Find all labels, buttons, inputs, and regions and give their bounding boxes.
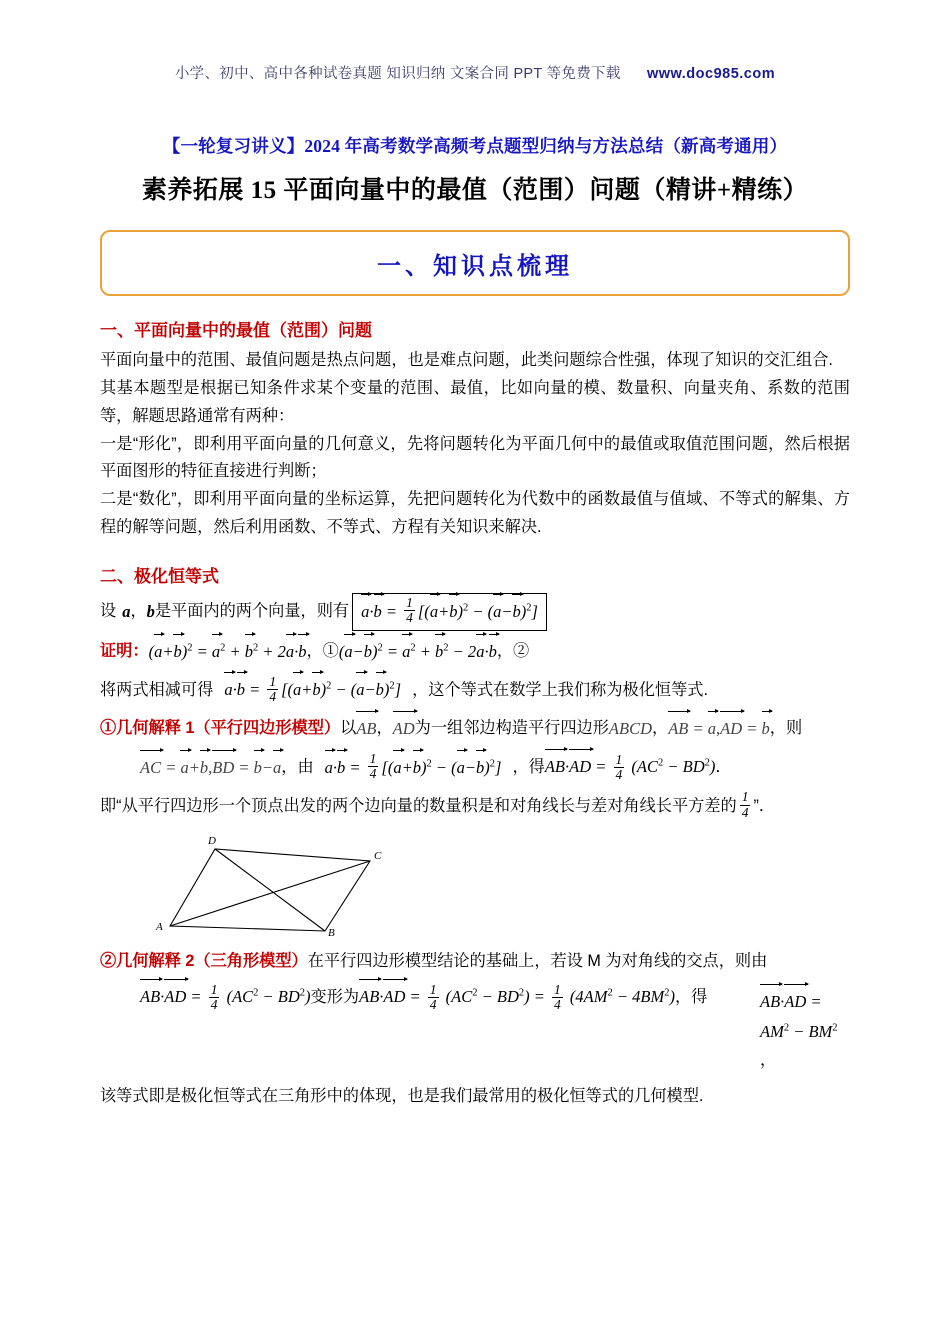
geo1-comma-2: ， <box>652 719 669 738</box>
geo1-parallelogram: ABCD <box>608 719 653 739</box>
polarization-identity-repeat: a · b = $\frac{1}{4}$ $[(a+b)^2 - (a-b)^2]$ <box>224 673 402 704</box>
document-subtitle: 【一轮复习讲义】2024 年高考数学高频考点题型归纳与方法总结（新高考通用） <box>162 136 788 156</box>
geo1-conclusion <box>100 791 850 820</box>
geo1-label: ①几何解释 1（平行四边形模型） <box>100 719 341 738</box>
vector-a-label: a <box>122 602 131 622</box>
geo1-line <box>100 714 850 744</box>
definition-suffix: 是平面内的两个向量，则有 <box>154 602 350 621</box>
section-heading-box <box>100 230 850 296</box>
geo1-line-2 <box>100 750 850 786</box>
polarization-identity-formula: a · b = $\frac{1}{4}$ $[(a+b)^2 - (a-b)^2]$ <box>352 593 547 631</box>
geo1-then: ，得 <box>512 758 545 777</box>
geo1-text-2: 为一组邻边构造平行四边形 <box>414 719 609 738</box>
geo1-comma-1: ， <box>376 719 393 738</box>
geo2-line <box>100 947 850 976</box>
parallelogram-figure <box>100 831 850 941</box>
geo1-formula-used: a · b = $\frac{1}{4}$ $[(a+b)^2 - (a-b)^2]$ <box>324 750 502 782</box>
svg-text:D: D <box>208 834 216 847</box>
subtract-line <box>100 672 850 708</box>
subtract-prefix: 将两式相减可得 <box>100 680 214 699</box>
promo-text: 小学、初中、高中各种试卷真题 知识归纳 文案合同 PPT 等免费下载 <box>174 66 621 82</box>
geo1-end: ． <box>715 758 732 777</box>
geo1-condition: AB = a,AD = b <box>668 714 770 744</box>
geo1-conclusion-pre: 即“从平行四边形一个顶点出发的两个边向量的数量积是和对角线长与差对角线长平方差的 <box>100 796 737 815</box>
site-url: www.doc985.com <box>646 66 776 82</box>
definition-comma: ， <box>130 602 147 621</box>
part2-heading: 二、极化恒等式 <box>100 567 219 587</box>
polarization-definition-line <box>100 593 850 631</box>
svg-text:B: B <box>328 926 335 936</box>
geo2-label: ②几何解释 2（三角形模型） <box>100 951 308 970</box>
proof-mark-1: ，① <box>306 641 339 660</box>
geo1-seg-ad: AD <box>393 714 415 744</box>
header-promo <box>100 0 850 83</box>
part1-paragraph-3: 一是“形化”，即利用平面向量的几何意义，先将问题转化为平面几何中的最值或取值范围问题，然后根据平面图形的特征直接进行判断； <box>100 434 850 481</box>
vector-b-label: b <box>146 602 155 622</box>
part1-heading: 一、平面向量中的最值（范围）问题 <box>100 321 372 340</box>
subtract-suffix: ，这个等式在数学上我们称为极化恒等式. <box>412 680 708 699</box>
proof-equation-2: $(a-b)^2 = a^2 + b^2 - 2a\cdot b$ <box>339 637 497 667</box>
geo2-eq-final: $AB\cdot AD = AM^2 - BM^2$ <box>760 987 850 1046</box>
part1-paragraph-1: 平面向量中的范围、最值问题是热点问题，也是难点问题，此类问题综合性强，体现了知识的交汇组合. <box>100 351 833 369</box>
geo2-eq-right: AB·AD = $\frac{1}{4}$ $(AC^2 - BD^2)$ = $\frac{1}{4}$ $(4AM^2 - 4BM^2)$ <box>359 981 675 1012</box>
geo2-conclusion: 该等式即是极化恒等式在三角形中的体现，也是我们最常用的极化恒等式的几何模型. <box>100 1087 704 1106</box>
proof-mark-2: ，② <box>496 641 530 660</box>
svg-text:A: A <box>156 920 163 933</box>
proof-line <box>100 637 850 667</box>
geo1-conclusion-post: ”． <box>753 796 776 815</box>
proof-equation-1: $(a+b)^2 = a^2 + b^2 + 2a\cdot b$ <box>149 637 307 667</box>
geo1-result: AB·AD = $\frac{1}{4}$ $(AC^2 - BD^2)$ <box>544 751 716 782</box>
part1-paragraph-2: 其基本题型是根据已知条件求某个变量的范围、最值，比如向量的模、数量积、向量夹角、系数的范围等，解题思路通常有两种： <box>100 378 850 425</box>
parallelogram-svg <box>110 831 410 936</box>
geo1-diagonals: AC = a+b,BD = b−a <box>140 753 281 783</box>
geo1-seg-ab: AB <box>356 714 376 744</box>
geo2-eq-left: AB·AD = $\frac{1}{4}$ $(AC^2 - BD^2)$ <box>140 981 311 1012</box>
geo2-eq-then: ，得 <box>674 987 708 1006</box>
geo1-text-1: 以 <box>340 719 357 738</box>
page-title: 素养拓展 15 平面向量中的最值（范围）问题（精讲+精练） <box>141 177 809 204</box>
geo2-text-1: 在平行四边形模型结论的基础上，若设 M 为对角线的交点，则由 <box>307 951 768 970</box>
section-heading-text: 一、知识点梳理 <box>377 253 573 280</box>
geo1-conclusion-fraction: $\frac{1}{4}$ <box>741 789 749 820</box>
geo2-eq-mid: 变形为 <box>310 987 360 1006</box>
proof-label: 证明： <box>100 641 149 660</box>
part1-paragraph-4: 二是“数化”，即利用平面向量的坐标运算，先把问题转化为代数中的函数最值与值域、不等式的解集、方程的解等问题，然后利用函数、不等式、方程有关知识来解决. <box>100 490 850 537</box>
svg-text:C: C <box>374 849 382 862</box>
geo1-text-3: ，则 <box>769 719 803 738</box>
definition-prefix: 设 <box>100 602 117 621</box>
geo1-by: ，由 <box>281 758 314 777</box>
geo2-eq-comma: ， <box>760 1051 777 1070</box>
